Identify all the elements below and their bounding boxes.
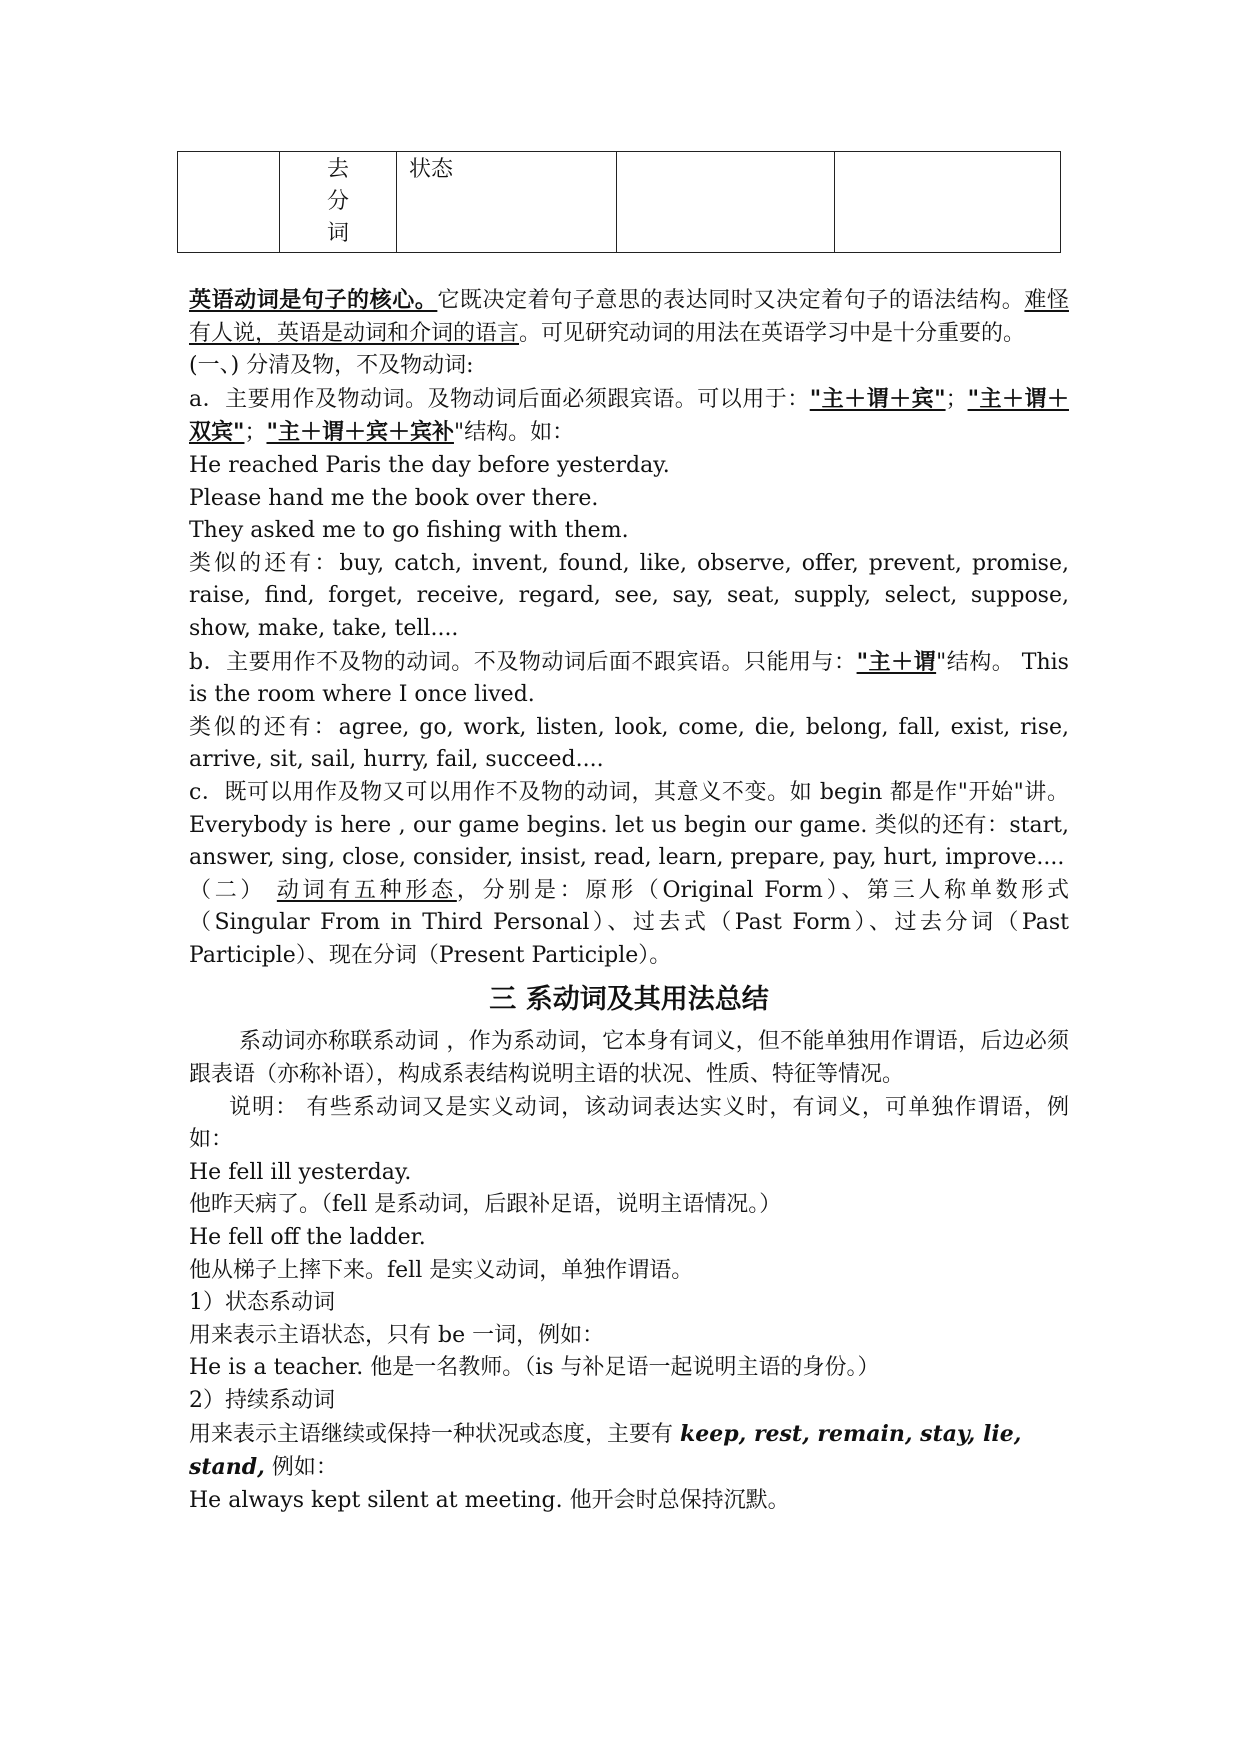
text: 。可见研究动词的用法在英语学习中是十分重要的。 [519,320,1026,346]
table-cell [617,152,835,253]
pattern-text: "主＋谓＋宾＋宾补 [266,419,454,446]
example-sentence: He fell off the ladder. [189,1225,426,1251]
table-row [178,152,1061,253]
emphasis-text: 英语动词是句子的核心。 [189,287,438,313]
text: 例如： [264,1455,338,1481]
pattern-text: "主＋谓＋双宾" [189,385,1069,446]
verb-list-emphasis: keep, rest, remain, stay, lie, stand, [189,1420,1022,1481]
text: b．主要用作不及物的动词。不及物动词后面不跟宾语。只能用与： [189,649,857,675]
text: ； [945,386,968,412]
form-table-fragment [177,151,1061,253]
text: "结构。如： [453,420,575,446]
text: a．主要用作及物动词。及物动词后面必须跟宾语。可以用于： [189,386,810,412]
text: （二） [189,877,277,903]
paragraph-linking-verbs: 系动词亦称联系动词 ，作为系动词，它本身有词义，但不能单独用作谓语，后边必须跟表语（亦称补语），构成系表结构说明主语的状况、性质、特征等情况。 [189,1029,1069,1088]
underlined-text: 动词有五种形态 [276,877,457,903]
paragraph-a [189,383,1069,450]
pattern-text: "主＋谓 [856,648,937,675]
text: ，分别是：原形（Original Form）、第三人称单数形式（Singular From in Third Personal）、过去式（Past Form）、过去分词（Past Participle）、现在分词（Present Participle）。 [189,877,1069,968]
example-sentence: He always kept silent at meeting. 他开会时总保持沉默。 [189,1487,790,1513]
example-sentence: He is a teacher. 他是一名教师。（is 与补足语一起说明主语的身份。） [189,1355,880,1381]
example-sentence: He reached Paris the day before yesterday. [189,452,670,478]
list-item-desc: 用来表示主语状态，只有 be 一词，例如： [189,1322,605,1348]
cell-char: 去 [326,157,349,182]
paragraph-c: c．既可以用作及物又可以用作不及物的动词，其意义不变。如 begin 都是作"开始"讲。Everybody is here , our game begins. let us begin our game. 类似的还有：start, answer, sing, close, consider, insist, read, learn, prepare, pay, hurt, improve.... [189,779,1069,871]
list-item-title: 2）持续系动词 [189,1388,335,1413]
paragraph-note: 说明： 有些系动词又是实义动词，该动词表达实义时，有词义，可单独作谓语，例如： [189,1094,1069,1153]
paragraph-intro [189,284,1069,350]
pattern-text: "主＋谓＋宾" [809,385,946,412]
example-sentence: He fell ill yesterday. [189,1159,412,1185]
section-heading-1: (一、) 分清及物，不及物动词: [189,353,474,379]
similar-verbs-list: 类似的还有：agree, go, work, listen, look, come, die, belong, fall, exist, rise, arrive, sit, sail, hurry, fail, succeed.... [189,714,1069,773]
list-item-title: 1）状态系动词 [189,1290,335,1316]
underlined-text: 难怪有人说，英语是动词和介词的语言 [189,288,1069,346]
list-item-desc [189,1418,1069,1485]
example-translation: 他昨天病了。（fell 是系动词，后跟补足语，说明主语情况。） [189,1192,782,1218]
example-sentence: They asked me to go fishing with them. [189,518,629,544]
table-cell [178,152,280,253]
table-cell-vertical-text [280,152,397,253]
similar-verbs-list: 类似的还有：buy, catch, invent, found, like, observe, offer, prevent, promise, raise, find, forget, receive, regard, see, say, seat, supply, select, suppose, show, make, take, tell.... [189,550,1069,641]
text: 用来表示主语继续或保持一种状况或态度，主要有 [189,1421,680,1447]
table-cell [835,152,1061,253]
section-title: 三 系动词及其用法总结 [489,984,769,1016]
text: ； [244,420,267,446]
example-translation: 他从梯子上摔下来。fell 是实义动词，单独作谓语。 [189,1257,694,1283]
paragraph-verb-forms [189,875,1069,973]
cell-char: 分 [326,189,349,214]
cell-char: 词 [326,221,349,246]
text: 它既决定着句子意思的表达同时又决定着句子的语法结构。 [437,288,1025,313]
paragraph-b [189,646,1069,712]
table-cell: 状态 [397,152,617,253]
text: "结构。 This is the room where I once lived. [189,649,1069,708]
example-sentence: Please hand me the book over there. [189,485,599,511]
document-body [189,284,1069,1517]
